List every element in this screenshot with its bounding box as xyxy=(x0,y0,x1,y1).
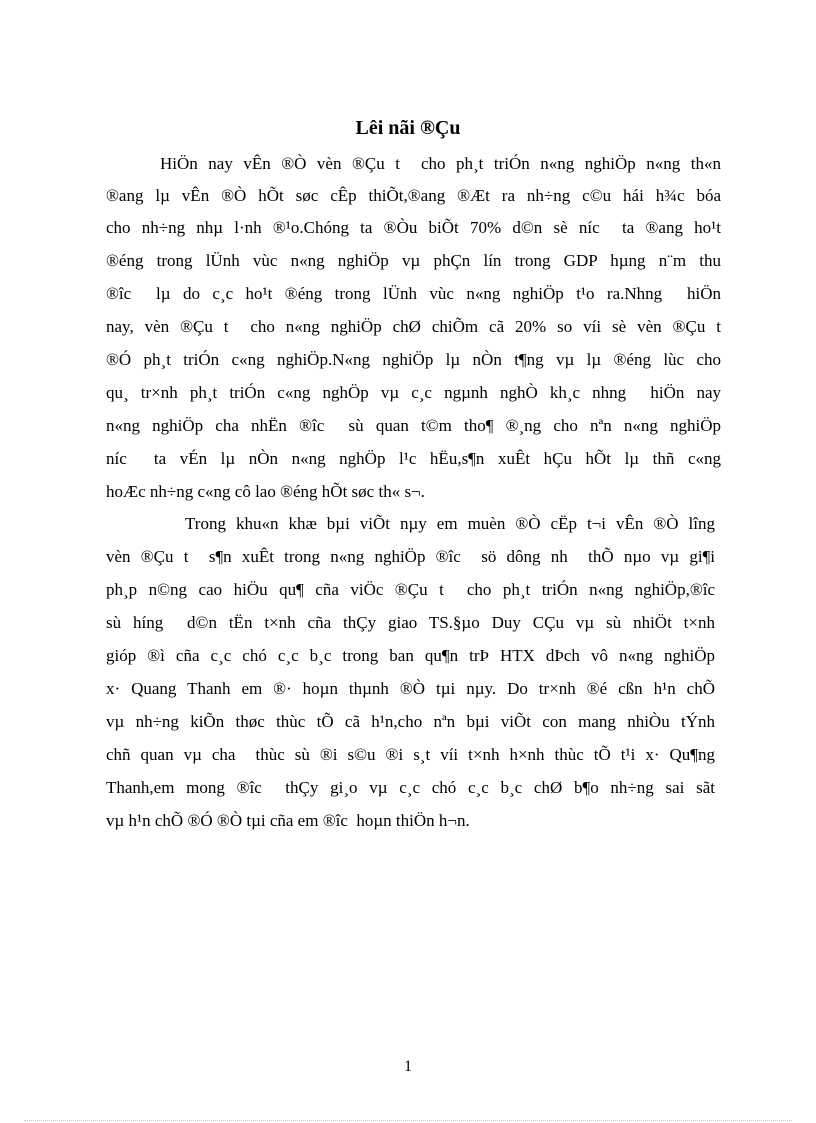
paragraph-2-line-2: vèn ®Çu t s¶n xuÊt trong n«ng nghiÖp ®îc sö dông nh thÕ nµo vµ gi¶i xyxy=(106,547,715,566)
paragraph-2-line-5: gióp ®ì cña c¸c chó c¸c b¸c trong ban qu¶n trÞ HTX dÞch vô n«ng nghiÖp xyxy=(106,646,715,665)
paragraph-2-line-1: Trong khu«n khæ bµi viÕt nµy em muèn ®Ò cËp t¬i vÊn ®Ò lîng xyxy=(185,514,715,533)
paragraph-1-line-4: ®éng trong lÜnh vùc n«ng nghiÖp vµ phÇn lín trong GDP hµng n¨m thu xyxy=(106,251,721,270)
paragraph-1-line-5: ®îc lµ do c¸c ho¹t ®éng trong lÜnh vùc n«ng nghiÖp t¹o ra.Nhng hiÖn xyxy=(106,284,721,303)
paragraph-2-line-4: sù híng d©n tËn t×nh cña thÇy giao TS.§µo Duy CÇu vµ sù nhiÖt t×nh xyxy=(106,613,715,632)
paragraph-1-line-3: cho nh÷ng nhµ l·nh ®¹o.Chóng ta ®Òu biÕt 70% d©n sè níc ta ®ang ho¹t xyxy=(106,218,721,237)
paragraph-1-line-10: níc ta vÉn lµ nÒn n«ng nghÖp l¹c hËu,s¶n xuÊt hÇu hÕt lµ thñ c«ng xyxy=(106,449,721,468)
paragraph-1-line-8: qu¸ tr×nh ph¸t triÓn c«ng nghÖp vµ c¸c ngµnh nghÒ kh¸c nhng hiÖn nay xyxy=(106,383,721,402)
paragraph-2-line-7: vµ nh÷ng kiÕn thøc thùc tÕ cã h¹n,cho nªn bµi viÕt con mang nhiÒu tÝnh xyxy=(106,712,715,731)
paragraph-1-line-2: ®ang lµ vÊn ®Ò hÕt søc cÊp thiÕt,®ang ®Æt ra nh÷ng c©u hái h¾c bóa xyxy=(106,186,721,205)
paragraph-2-line-8: chñ quan vµ cha thùc sù ®i s©u ®i s¸t víi t×nh h×nh thùc tÕ t¹i x· Qu¶ng xyxy=(106,745,715,764)
paragraph-2-line-3: ph¸p n©ng cao hiÖu qu¶ cña viÖc ®Çu t cho ph¸t triÓn n«ng nghiÖp,®îc xyxy=(106,580,715,599)
paragraph-1-line-11: hoÆc nh÷ng c«ng cô lao ®éng hÕt søc th« s¬. xyxy=(106,482,425,501)
page-number: 1 xyxy=(404,1058,412,1075)
paragraph-2-line-9: Thanh,em mong ®îc thÇy gi¸o vµ c¸c chó c¸c b¸c chØ b¶o nh÷ng sai sãt xyxy=(106,778,715,797)
paragraph-1-line-6: nay, vèn ®Çu t cho n«ng nghiÖp chØ chiÕm cã 20% so víi sè vèn ®Çu t xyxy=(106,317,721,336)
paragraph-1-line-9: n«ng nghiÖp cha nhËn ®îc sù quan t©m tho¶ ®¸ng cho nªn n«ng nghiÖp xyxy=(106,416,721,435)
paragraph-2-line-10: vµ h¹n chÕ ®Ó ®Ò tµi cña em ®îc hoµn thiÖn h¬n. xyxy=(106,811,470,830)
page-bottom-divider xyxy=(24,1120,792,1121)
paragraph-1-line-1: HiÖn nay vÊn ®Ò vèn ®Çu t cho ph¸t triÓn n«ng nghiÖp n«ng th«n xyxy=(160,154,721,173)
paragraph-2-line-6: x· Quang Thanh em ®· hoµn thµnh ®Ò tµi nµy. Do tr×nh ®é cßn h¹n chÕ xyxy=(106,679,715,698)
paragraph-1-line-7: ®Ó ph¸t triÓn c«ng nghiÖp.N«ng nghiÖp lµ nÒn t¶ng vµ lµ ®éng lùc cho xyxy=(106,350,721,369)
page-title: Lêi nãi ®Çu xyxy=(355,117,461,139)
